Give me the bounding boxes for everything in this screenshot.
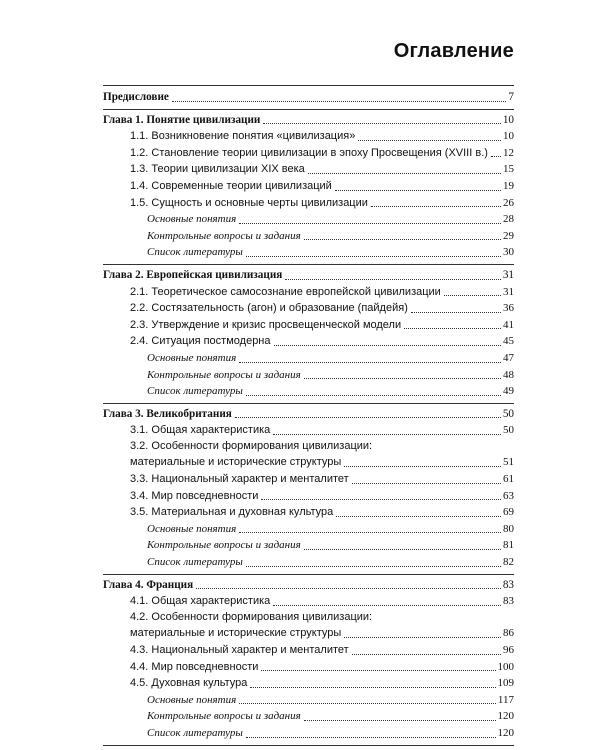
toc-entry-label: Основные понятия [147,351,237,364]
dot-leader [371,206,501,207]
dot-leader [196,588,501,589]
dot-leader [261,499,501,500]
toc-entry-subsection[interactable] [103,128,514,145]
toc-entry-supplement[interactable] [103,228,514,245]
toc-entry-page: 41 [503,318,514,331]
toc-entry-page: 31 [503,285,514,298]
toc-entry-page: 117 [497,693,514,706]
toc-entry-supplement[interactable] [103,537,514,554]
toc-entry-label: 3.3. Национальный характер и менталитет [130,473,349,486]
toc-entry-label: Глава 2. Европейская цивилизация [103,268,283,281]
dot-leader [239,532,501,533]
toc-entry-subsection[interactable] [103,504,514,521]
toc-entry-page: 120 [497,726,514,739]
dot-leader [239,362,501,363]
dot-leader [261,670,495,671]
toc-entry-subsection[interactable] [103,625,514,642]
toc-entry-page: 10 [503,130,514,143]
toc-entry-page: 50 [503,424,514,437]
toc-entry-page: 100 [497,660,514,673]
toc-entry-subsection[interactable] [103,593,514,610]
toc-entry-page: 48 [503,368,514,381]
toc-entry-label: Предисловие [103,91,169,103]
dot-leader [335,190,501,191]
toc-entry-page: 81 [503,539,514,552]
toc-entry-subsection[interactable] [103,161,514,178]
dot-leader [491,156,501,157]
toc-entry-label: 1.3. Теории цивилизации XIX века [130,163,305,176]
toc-entry-label: Основные понятия [147,693,237,706]
toc-entry-label-line1: 4.2. Особенности формирования цивилизации: [130,610,373,623]
toc-entry-label: 3.5. Материальная и духовная культура [130,506,334,519]
dot-leader [239,703,496,704]
toc-entry-page: 63 [503,489,514,502]
toc-entry-label-line2: материальные и исторические структуры [130,456,342,469]
toc-entry-label: 1.2. Становление теории цивилизации в эпоху Просвещения (XVIII в.) [130,146,488,159]
toc-entry-label: Контрольные вопросы и задания [147,368,301,381]
toc-entry-label: 1.1. Возникновение понятия «цивилизация» [130,130,356,143]
toc-entry-page: 120 [497,710,514,723]
toc-entry-preface[interactable] [103,89,514,106]
chapters-list [103,110,514,746]
toc-entry-page: 80 [503,522,514,535]
toc-entry-label: Глава 4. Франция [103,578,194,591]
toc-entry-page: 86 [503,627,514,640]
dot-leader [273,605,501,606]
toc-entry-supplement[interactable] [103,521,514,538]
toc-entry-label: 2.4. Ситуация постмодерна [130,335,271,348]
dot-leader [239,223,501,224]
dot-leader [235,417,501,418]
toc-entry-subsection[interactable] [103,284,514,301]
toc-entry-page: 69 [503,506,514,519]
toc-entry-label: Список литературы [147,726,243,739]
toc-entry-page: 31 [502,268,514,281]
toc-entry-label: Контрольные вопросы и задания [147,539,301,552]
toc-entry-label: Основные понятия [147,213,237,226]
table-of-contents [103,85,514,746]
dot-leader [172,101,507,102]
dot-leader [404,328,501,329]
toc-entry-page: 82 [503,556,514,569]
toc-entry-label: Глава 1. Понятие цивилизации [103,113,261,126]
toc-entry-page: 30 [503,246,514,259]
dot-leader [263,123,500,124]
toc-entry-chapter[interactable] [103,577,514,594]
toc-entry-label: Список литературы [147,246,243,259]
dot-leader [344,637,501,638]
toc-entry-page: 15 [503,163,514,176]
toc-entry-page: 29 [503,229,514,242]
dot-leader [308,173,501,174]
toc-entry-label: 3.1. Общая характеристика [130,424,271,437]
toc-entry-label: Глава 3. Великобритания [103,407,232,420]
dot-leader [274,345,501,346]
toc-entry-label: 2.2. Состязательность (агон) и образование (пайдейя) [130,302,408,315]
toc-entry-page: 61 [503,473,514,486]
dot-leader [304,239,501,240]
dot-leader [304,378,501,379]
toc-entry-subsection[interactable] [103,659,514,676]
toc-entry-supplement[interactable] [103,211,514,228]
toc-entry-page: 45 [503,335,514,348]
toc-entry-subsection[interactable] [103,675,514,692]
dot-leader [352,483,501,484]
toc-entry-label: Список литературы [147,556,243,569]
dot-leader [444,295,501,296]
toc-entry-chapter[interactable] [103,112,514,129]
toc-entry-label-line2: материальные и исторические структуры [130,627,342,640]
toc-entry-page: 109 [497,677,514,690]
toc-entry-subsection[interactable] [103,300,514,317]
toc-entry-supplement[interactable] [103,708,514,725]
toc-entry-page: 51 [503,456,514,469]
toc-entry-page: 83 [502,578,514,591]
toc-entry-label: 1.5. Сущность и основные черты цивилизации [130,196,368,209]
dot-leader [411,312,501,313]
toc-entry-subsection[interactable] [103,488,514,505]
toc-entry-page: 49 [503,385,514,398]
toc-entry-label: Основные понятия [147,522,237,535]
toc-entry-supplement[interactable] [103,244,514,261]
toc-entry-label: 4.3. Национальный характер и менталитет [130,644,349,656]
toc-entry-page: 10 [502,113,514,126]
toc-entry-supplement[interactable] [103,692,514,709]
toc-entry-subsection[interactable] [103,642,514,659]
toc-entry-page: 7 [508,91,514,103]
toc-entry-label: 4.5. Духовная культура [130,677,248,690]
toc-entry-subsection[interactable] [103,422,514,439]
toc-entry-label: 4.1. Общая характеристика [130,595,271,608]
toc-entry-label: 2.3. Утверждение и кризис просвещенческой модели [130,318,402,331]
chapter-section [103,110,514,265]
dot-leader [344,466,501,467]
toc-entry-label: 4.4. Мир повседневности [130,660,259,673]
toc-entry-label: 1.4. Современные теории цивилизаций [130,179,332,192]
toc-entry-page: 19 [503,179,514,192]
toc-entry-supplement[interactable] [103,725,514,742]
dot-leader [352,654,501,655]
toc-entry-page: 83 [503,595,514,608]
toc-entry-chapter[interactable] [103,406,514,423]
dot-leader [358,140,501,141]
dot-leader [304,549,501,550]
toc-entry-subsection[interactable] [103,145,514,162]
dot-leader [246,395,501,396]
preface-section [103,86,514,110]
toc-entry-subsection[interactable] [103,178,514,195]
toc-entry-page: 47 [503,351,514,364]
dot-leader [246,256,501,257]
toc-entry-label: Контрольные вопросы и задания [147,229,301,242]
toc-entry-label-line1: 3.2. Особенности формирования цивилизации: [130,439,373,452]
dot-leader [246,566,501,567]
page-title: Оглавление [393,40,514,62]
dot-leader [246,737,496,738]
toc-entry-subsection[interactable] [103,471,514,488]
toc-entry-label: 2.1. Теоретическое самосознание европейской цивилизации [130,285,441,298]
toc-entry-subsection[interactable] [103,317,514,334]
toc-entry-subsection[interactable] [103,195,514,212]
toc-entry-supplement[interactable] [103,367,514,384]
toc-entry-chapter[interactable] [103,267,514,284]
dot-leader [304,720,496,721]
chapter-section [103,265,514,404]
toc-entry-subsection[interactable] [103,454,514,471]
toc-entry-supplement[interactable] [103,350,514,367]
toc-entry-page: 12 [503,146,514,159]
toc-entry-page: 28 [503,213,514,226]
toc-entry-page: 50 [502,407,514,420]
dot-leader [285,279,500,280]
toc-entry-page: 96 [503,644,514,656]
chapter-section [103,575,514,746]
toc-entry-label: Список литературы [147,385,243,398]
toc-entry-supplement[interactable] [103,554,514,571]
toc-entry-page: 26 [503,196,514,209]
toc-entry-page: 36 [503,302,514,315]
toc-entry-label: 3.4. Мир повседневности [130,489,259,502]
toc-entry-subsection[interactable] [103,333,514,350]
toc-entry-supplement[interactable] [103,383,514,400]
dot-leader [273,434,501,435]
dot-leader [250,687,495,688]
toc-entry-label: Контрольные вопросы и задания [147,710,301,723]
dot-leader [336,516,501,517]
chapter-section [103,404,514,575]
